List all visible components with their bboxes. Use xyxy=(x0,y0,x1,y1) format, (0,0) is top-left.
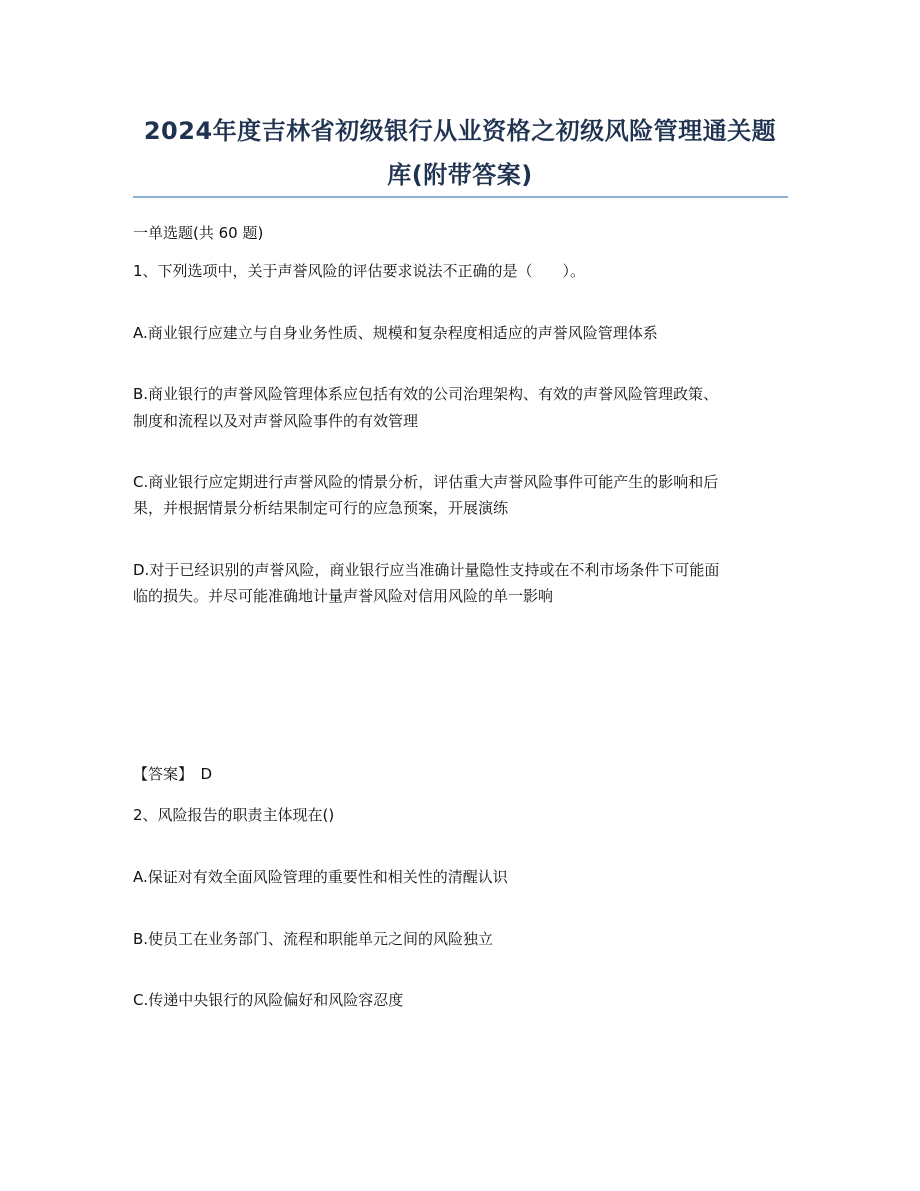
question-1-option-d: D.对于已经识别的声誉风险，商业银行应当准确计量隐性支持或在不利市场条件下可能面 xyxy=(133,561,720,579)
title-divider xyxy=(133,196,788,198)
question-1-stem: 1、下列选项中，关于声誉风险的评估要求说法不正确的是（ ）。 xyxy=(133,262,586,280)
question-1-option-c-cont: 果，并根据情景分析结果制定可行的应急预案，开展演练 xyxy=(133,499,509,517)
question-1-option-c: C.商业银行应定期进行声誉风险的情景分析，评估重大声誉风险事件可能产生的影响和后 xyxy=(133,473,719,491)
question-1-option-b: B.商业银行的声誉风险管理体系应包括有效的公司治理架构、有效的声誉风险管理政策、 xyxy=(133,385,719,403)
question-1-option-b-cont: 制度和流程以及对声誉风险事件的有效管理 xyxy=(133,412,419,430)
question-1-answer: 【答案】 D xyxy=(133,765,213,783)
question-2-option-b: B.使员工在业务部门、流程和职能单元之间的风险独立 xyxy=(133,930,494,948)
question-1-option-d-cont: 临的损失。并尽可能准确地计量声誉风险对信用风险的单一影响 xyxy=(133,587,554,605)
question-2-stem: 2、风险报告的职责主体现在() xyxy=(133,806,335,824)
question-1-option-a: A.商业银行应建立与自身业务性质、规模和复杂程度相适应的声誉风险管理体系 xyxy=(133,324,658,342)
document-title xyxy=(110,109,810,197)
title-line-1: 2024年度吉林省初级银行从业资格之初级风险管理通关题 xyxy=(143,117,777,145)
section-heading: 一单选题(共 60 题) xyxy=(133,224,264,242)
question-2-option-c: C.传递中央银行的风险偏好和风险容忍度 xyxy=(133,991,404,1009)
question-2-option-a: A.保证对有效全面风险管理的重要性和相关性的清醒认识 xyxy=(133,868,508,886)
title-line-2: 库(附带答案) xyxy=(387,161,533,189)
